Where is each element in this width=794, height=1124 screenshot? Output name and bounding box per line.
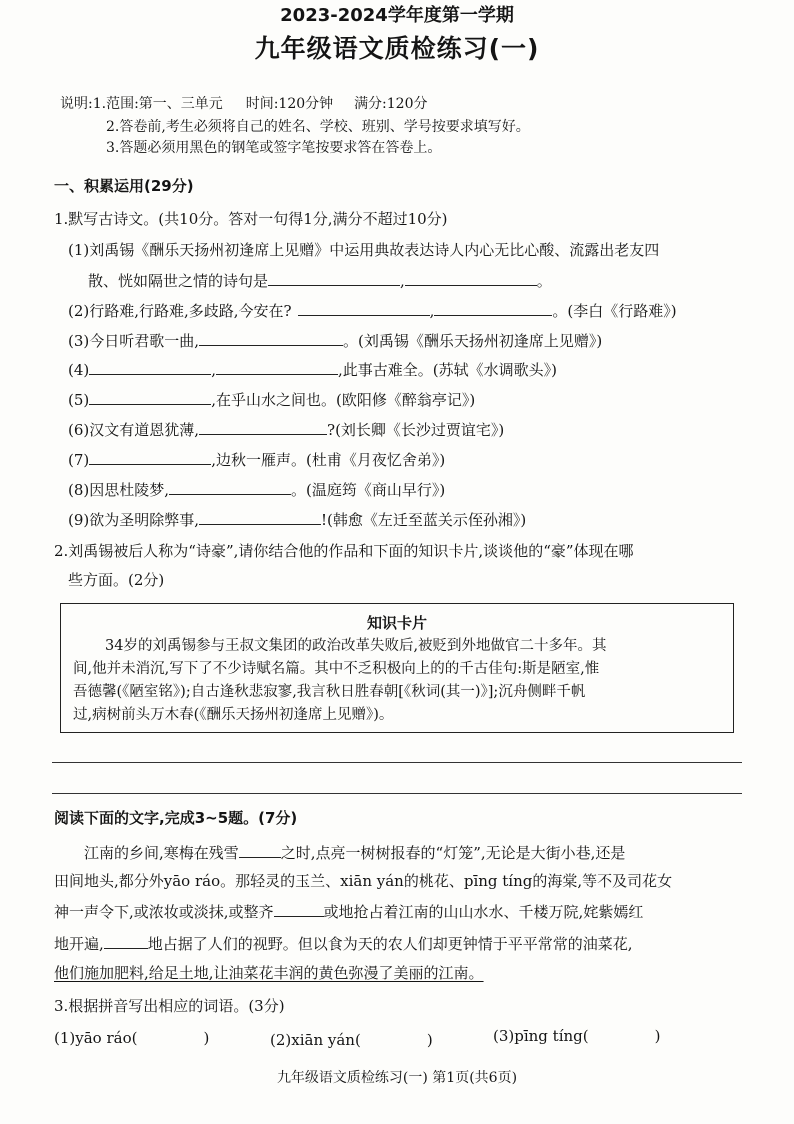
answer-blank[interactable] xyxy=(199,419,327,435)
note-line-1 xyxy=(60,94,428,114)
question-3-answers-2 xyxy=(270,1030,433,1050)
answer-blank[interactable] xyxy=(298,300,430,316)
q3-item-1: (1)yāo ráo( xyxy=(54,1029,138,1047)
punct: ) xyxy=(654,1027,661,1045)
q1-item-8-source: 。(温庭筠《商山早行》) xyxy=(291,481,446,499)
knowledge-card-line-1: 34岁的刘禹锡参与王叔文集团的政治改革失败后,被贬到外地做官二十多年。其 xyxy=(105,638,607,654)
q1-item-3 xyxy=(68,330,602,351)
knowledge-card-line-3: 吾德馨(《陋室铭》);自古逢秋悲寂寥,我言秋日胜春朝[《秋词(其一)》];沉舟侧畔千帆 xyxy=(73,684,586,700)
exam-title: 九年级语文质检练习(一) xyxy=(254,34,540,63)
q1-item-7-source: ,边秋一雁声。(杜甫《月夜忆舍弟》) xyxy=(211,451,446,469)
q1-item-5-prompt: (5) xyxy=(68,391,90,409)
q1-item-6-prompt: (6)汉文有道恩犹薄, xyxy=(68,421,200,439)
punct: , xyxy=(429,302,435,320)
punct: ) xyxy=(426,1031,433,1049)
knowledge-card-title: 知识卡片 xyxy=(366,614,427,632)
reading-text: 江南的乡间,寒梅在残雪 xyxy=(84,844,239,862)
question-3-title: 3.根据拼音写出相应的词语。(3分) xyxy=(54,997,285,1015)
q1-item-7-prompt: (7) xyxy=(68,451,90,469)
answer-blank[interactable] xyxy=(89,449,211,465)
reading-text: 之时,点亮一树树报春的“灯笼”,无论是大街小巷,还是 xyxy=(280,844,626,862)
reading-para-line-4 xyxy=(54,933,633,954)
reading-text: 地开遍, xyxy=(54,935,104,953)
q1-item-9 xyxy=(68,509,526,530)
reading-text: 神一声令下,或浓妆或淡抹,或整齐 xyxy=(54,903,274,921)
q1-item-4-prompt: (4) xyxy=(68,361,90,379)
q1-item-9-prompt: (9)欲为圣明除弊事, xyxy=(68,511,200,529)
note-time: 时间:120分钟 xyxy=(245,96,334,112)
reading-para-line-2: 田间地头,都分外yāo ráo。那轻灵的玉兰、xiān yán的桃花、pīng tíng的海棠,等不及司花女 xyxy=(54,872,673,890)
question-3-answers xyxy=(54,1028,209,1048)
answer-blank[interactable] xyxy=(199,509,321,525)
answer-blank[interactable] xyxy=(89,389,211,405)
reading-para-line-5-underlined: 他们施加肥料,给足土地,让油菜花丰润的黄色弥漫了美丽的江南。 xyxy=(54,964,484,982)
note-range: 说明:1.范围:第一、三单元 xyxy=(60,96,223,112)
reading-title: 阅读下面的文字,完成3~5题。(7分) xyxy=(54,809,298,827)
q1-item-6 xyxy=(68,419,504,440)
punct: ) xyxy=(203,1029,210,1047)
answer-blank[interactable] xyxy=(89,359,211,375)
section-1-title: 一、积累运用(29分) xyxy=(54,177,194,195)
knowledge-card xyxy=(60,603,734,733)
q1-item-6-source: ?(刘长卿《长沙过贾谊宅》) xyxy=(327,421,505,439)
q1-item-5-source: ,在乎山水之间也。(欧阳修《醉翁亭记》) xyxy=(211,391,476,409)
answer-blank[interactable] xyxy=(216,359,338,375)
answer-blank[interactable] xyxy=(199,330,343,346)
punct: 。 xyxy=(536,272,552,290)
reading-para-line-1 xyxy=(84,842,625,863)
q1-item-4 xyxy=(68,359,557,380)
answer-line[interactable] xyxy=(52,762,742,763)
q3-item-3: (3)pīng tíng( xyxy=(493,1027,589,1045)
reading-text: 地占据了人们的视野。但以食为天的农人们却更钟情于平平常常的油菜花, xyxy=(147,935,633,953)
question-2-line-1: 2.刘禹锡被后人称为“诗豪”,请你结合他的作品和下面的知识卡片,谈谈他的“豪”体现在哪 xyxy=(54,542,634,560)
note-line-2: 2.答卷前,考生必须将自己的姓名、学校、班别、学号按要求填写好。 xyxy=(106,119,530,135)
q1-item-3-prompt: (3)今日听君歌一曲, xyxy=(68,332,200,350)
note-score: 满分:120分 xyxy=(354,96,428,112)
punct: , xyxy=(400,272,405,290)
knowledge-card-line-4: 过,病树前头万木春(《酬乐天扬州初逢席上见赠》)。 xyxy=(73,707,394,723)
answer-blank[interactable] xyxy=(169,479,291,495)
q1-item-1-prompt: 散、恍如隔世之情的诗句是 xyxy=(88,272,269,290)
knowledge-card-line-2: 间,他并未消沉,写下了不少诗赋名篇。其中不乏积极向上的的千古佳句:斯是陋室,惟 xyxy=(73,661,600,677)
answer-blank[interactable] xyxy=(239,842,281,858)
reading-para-line-3 xyxy=(54,901,643,922)
q1-item-1-line-2 xyxy=(88,270,552,291)
punct: , xyxy=(211,361,217,379)
q1-item-7 xyxy=(68,449,445,470)
answer-blank[interactable] xyxy=(268,270,400,286)
q1-item-2-prompt: (2)行路难,行路难,多歧路,今安在? xyxy=(68,302,292,320)
q1-item-9-source: !(韩愈《左迁至蓝关示侄孙湘》) xyxy=(321,511,527,529)
page-footer: 九年级语文质检练习(一) 第1页(共6页) xyxy=(276,1070,518,1086)
answer-blank[interactable] xyxy=(434,300,552,316)
q1-item-3-source: 。(刘禹锡《酬乐天扬州初逢席上见赠》) xyxy=(343,332,603,350)
note-line-3: 3.答题必须用黑色的钢笔或签字笔按要求答在答卷上。 xyxy=(106,140,442,156)
q1-item-4-source: ,此事古难全。(苏轼《水调歌头》) xyxy=(338,361,558,379)
answer-blank[interactable] xyxy=(405,270,537,286)
q1-item-8 xyxy=(68,479,445,500)
answer-line[interactable] xyxy=(52,793,742,794)
reading-text: 或地抢占着江南的山山水水、千楼万院,姹紫嫣红 xyxy=(323,903,644,921)
answer-blank[interactable] xyxy=(104,933,148,949)
q1-item-2 xyxy=(68,300,677,321)
question-2-line-2: 些方面。(2分) xyxy=(68,571,165,589)
question-3-answers-3 xyxy=(493,1026,660,1046)
q3-item-2: (2)xiān yán( xyxy=(270,1031,361,1049)
q1-item-1-line-1: (1)刘禹锡《酬乐天扬州初逢席上见赠》中运用典故表达诗人内心无比心酸、流露出老友四 xyxy=(68,241,660,259)
question-1-title: 1.默写古诗文。(共10分。答对一句得1分,满分不超过10分) xyxy=(54,210,448,228)
exam-term-title: 2023-2024学年度第一学期 xyxy=(280,5,514,26)
q1-item-8-prompt: (8)因思杜陵梦, xyxy=(68,481,170,499)
q1-item-2-source: 。(李白《行路难》) xyxy=(552,302,677,320)
q1-item-5 xyxy=(68,389,475,410)
answer-blank[interactable] xyxy=(274,901,324,917)
